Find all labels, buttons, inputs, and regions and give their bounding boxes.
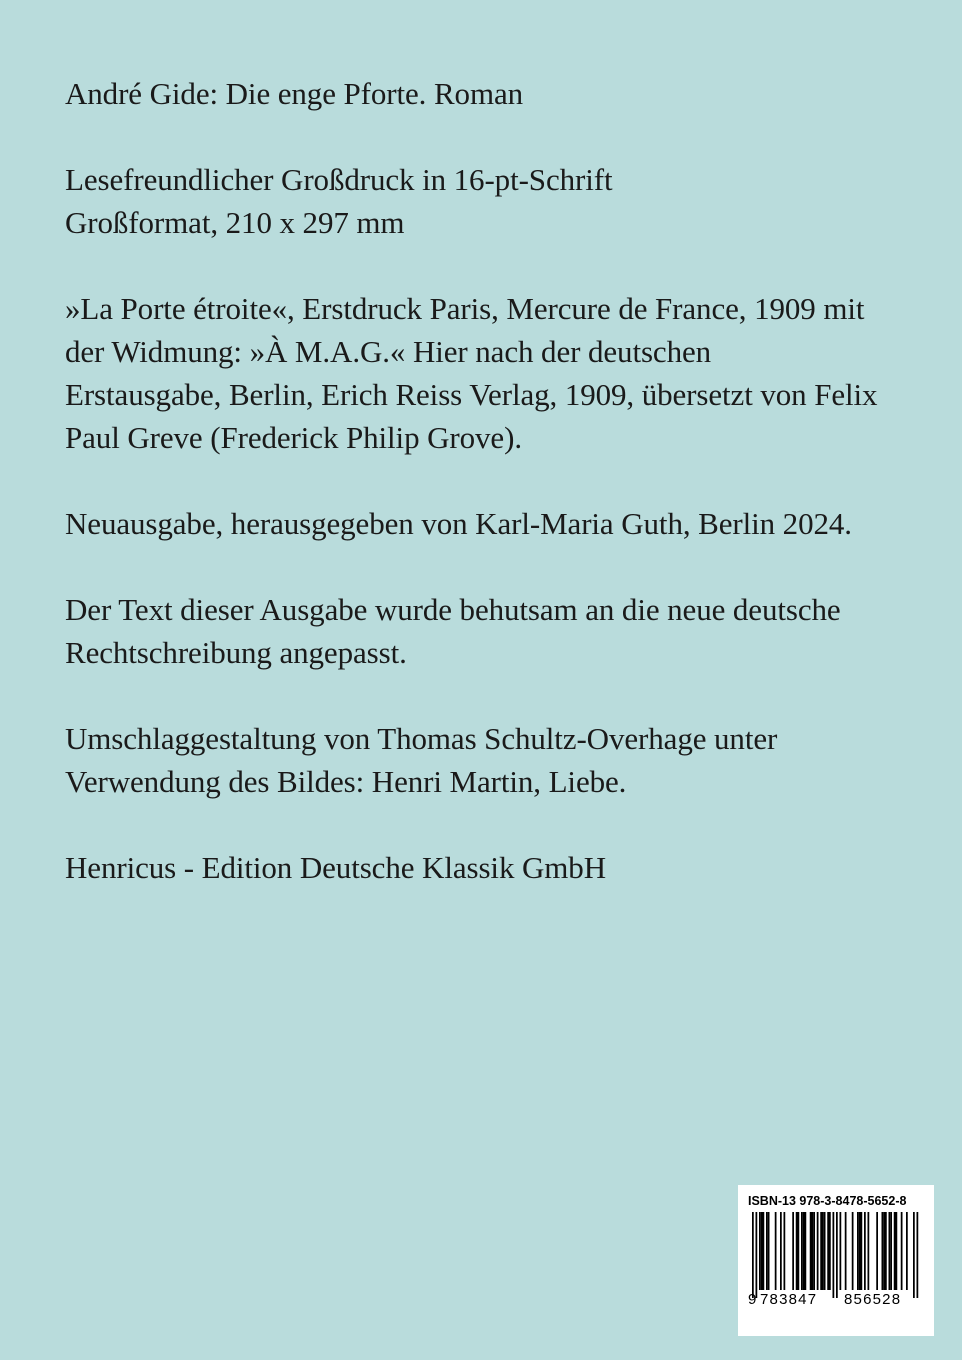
barcode-bar — [817, 1212, 819, 1290]
barcode-bar — [876, 1212, 878, 1290]
barcode-bar — [857, 1212, 859, 1290]
barcode-bar — [845, 1212, 847, 1290]
barcode-digits-left: 783847 — [760, 1291, 818, 1308]
barcode-bar — [822, 1212, 824, 1290]
barcode-bar — [840, 1212, 842, 1290]
barcode-bar — [801, 1212, 803, 1290]
barcode-bar — [868, 1212, 870, 1290]
barcode-bar — [824, 1212, 826, 1290]
barcode-bar — [775, 1212, 777, 1290]
barcode-bar — [864, 1212, 866, 1290]
book-title: André Gide: Die enge Pforte. Roman — [65, 76, 524, 111]
barcode-bar — [768, 1212, 770, 1290]
barcode-bar — [813, 1212, 815, 1290]
barcode-bar — [810, 1212, 812, 1290]
barcode-bar — [890, 1212, 892, 1290]
barcode-digit-first: 9 — [748, 1291, 757, 1308]
barcode-bar — [827, 1212, 829, 1290]
barcode-bar — [766, 1212, 768, 1290]
barcode-bar — [901, 1212, 903, 1290]
barcode-bar — [780, 1212, 782, 1290]
barcode-bar — [820, 1212, 822, 1290]
barcode-bar — [894, 1212, 896, 1290]
barcode-bar — [917, 1212, 919, 1298]
barcode-bar — [759, 1212, 761, 1290]
cover-design-info: Umschlaggestaltung von Thomas Schultz-Overhage unter Verwendung des Bildes: Henri Martin, Liebe. — [65, 721, 778, 799]
publisher-info: Henricus - Edition Deutsche Klassik GmbH — [65, 850, 606, 885]
barcode-bar — [761, 1212, 763, 1290]
barcode-bar — [861, 1212, 863, 1290]
isbn-barcode — [738, 1185, 934, 1336]
barcode-bar — [852, 1212, 854, 1290]
barcode-bar — [812, 1212, 814, 1290]
barcode-bars — [752, 1212, 922, 1298]
barcode-bar — [798, 1212, 800, 1290]
format-info: Lesefreundlicher Großdruck in 16-pt-Schrift Großformat, 210 x 297 mm — [65, 162, 613, 240]
barcode-bar — [833, 1212, 835, 1298]
orthography-info: Der Text dieser Ausgabe wurde behutsam an die neue deutsche Rechtschreibung angepasst. — [65, 592, 841, 670]
barcode-bar — [763, 1212, 765, 1290]
isbn-label: ISBN-13 978-3-8478-5652-8 — [748, 1194, 907, 1208]
edition-info: Neuausgabe, herausgegeben von Karl-Maria Guth, Berlin 2024. — [65, 506, 852, 541]
barcode-bar — [829, 1212, 831, 1290]
barcode-bar — [803, 1212, 805, 1290]
barcode-bar — [906, 1212, 908, 1290]
barcode-bar — [792, 1212, 794, 1290]
imprint-text — [65, 72, 905, 932]
barcode-bar — [805, 1212, 807, 1290]
barcode-digits-right: 856528 — [844, 1291, 902, 1308]
barcode-bar — [896, 1212, 898, 1290]
barcode-bar — [836, 1212, 838, 1298]
barcode-bar — [859, 1212, 861, 1290]
barcode-bar — [756, 1212, 758, 1298]
barcode-bar — [752, 1212, 754, 1298]
origin-info: »La Porte étroite«, Erstdruck Paris, Mercure de France, 1909 mit der Widmung: »À M.A.G.« Hier nach der deutschen Erstausgabe, Berlin, Erich Reiss Verlag, 1909, übersetzt von Felix Paul Greve (Frederick Philip Grove). — [65, 291, 878, 455]
barcode-bar — [784, 1212, 786, 1290]
barcode-bar — [883, 1212, 885, 1290]
barcode-bar — [885, 1212, 887, 1290]
barcode-bar — [913, 1212, 915, 1298]
barcode-bar — [796, 1212, 798, 1290]
barcode-bar — [882, 1212, 884, 1290]
barcode-bar — [889, 1212, 891, 1290]
